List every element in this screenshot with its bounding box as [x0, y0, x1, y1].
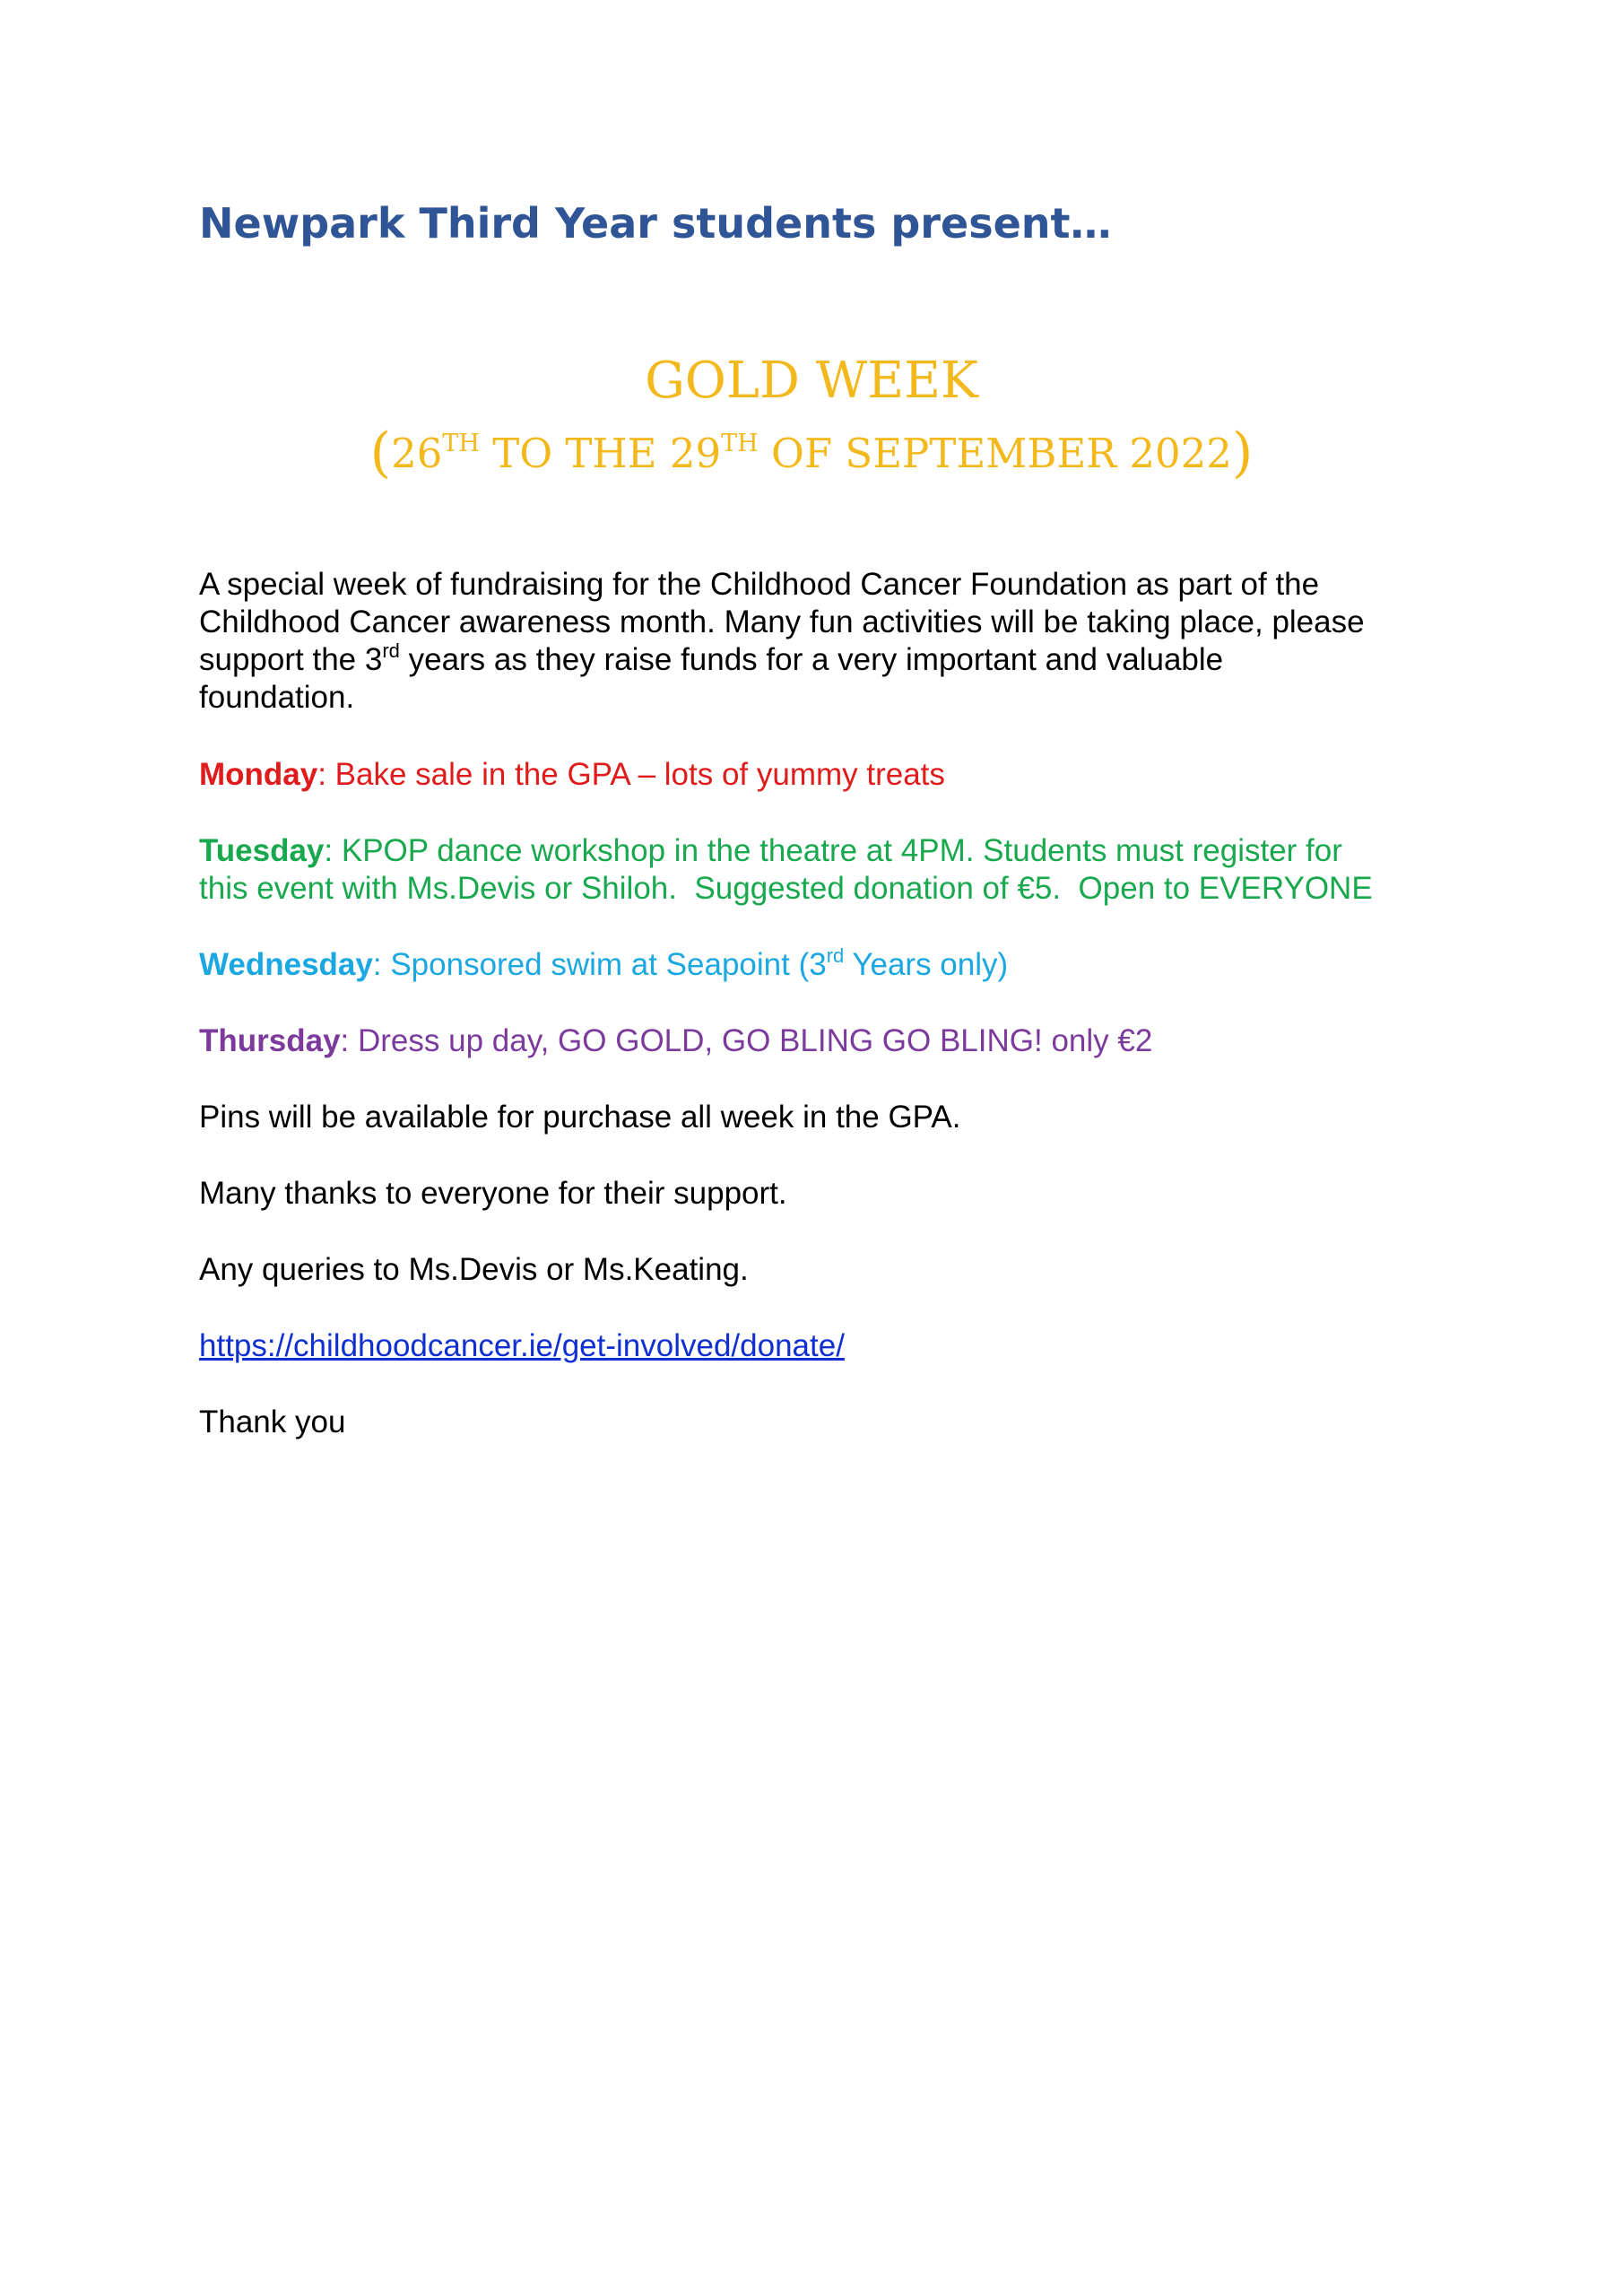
date-ordinal-2: TH	[721, 430, 759, 457]
monday-entry	[199, 756, 1454, 794]
thursday-label: Thursday	[199, 1023, 341, 1058]
queries-note: Any queries to Ms.Devis or Ms.Keating.	[199, 1252, 749, 1287]
thanks-note: Many thanks to everyone for their support.	[199, 1176, 787, 1211]
tuesday-line-2: this event with Ms.Devis or Shiloh. Suggested donation of €5. Open to EVERYONE	[199, 871, 1373, 906]
date-part-1: 26	[391, 430, 443, 477]
intro-line-1: A special week of fundraising for the Childhood Cancer Foundation as part of the	[199, 567, 1320, 602]
date-ordinal-1: TH	[442, 430, 480, 457]
tuesday-entry	[199, 832, 1454, 908]
wednesday-entry	[199, 946, 1454, 984]
thursday-text: : Dress up day, GO GOLD, GO BLING GO BLING! only €2	[340, 1023, 1153, 1058]
date-part-3: OF SEPTEMBER 2022	[758, 430, 1232, 477]
intro-line-3	[199, 641, 1454, 679]
date-open-paren: (	[369, 422, 392, 484]
donate-link-line	[199, 1327, 1454, 1365]
tuesday-line-1	[199, 832, 1454, 870]
pins-note: Pins will be available for purchase all week in the GPA.	[199, 1100, 961, 1135]
intro-line-4: foundation.	[199, 680, 355, 715]
page-heading: Newpark Third Year students present…	[199, 199, 1112, 248]
wednesday-text-start: : Sponsored swim at Seapoint (3	[372, 947, 827, 982]
tuesday-text-1: : KPOP dance workshop in the theatre at 4PM. Students must register for	[324, 833, 1342, 868]
monday-label: Monday	[199, 757, 318, 792]
monday-text: : Bake sale in the GPA – lots of yummy treats	[317, 757, 945, 792]
date-close-paren: )	[1231, 422, 1254, 484]
wednesday-text-end: Years only)	[844, 947, 1009, 982]
wednesday-ordinal: rd	[826, 944, 845, 967]
event-title: GOLD WEEK	[645, 352, 978, 410]
thank-you-note: Thank you	[199, 1405, 346, 1439]
intro-line-2: Childhood Cancer awareness month. Many fun activities will be taking place, please	[199, 604, 1365, 639]
intro-paragraph	[199, 566, 1454, 717]
wednesday-label: Wednesday	[199, 947, 373, 982]
event-date-range	[0, 422, 1623, 484]
date-part-2: TO THE 29	[479, 430, 722, 477]
intro-ordinal: rd	[382, 639, 400, 662]
thursday-entry	[199, 1022, 1454, 1060]
donate-link[interactable]: https://childhoodcancer.ie/get-involved/donate/	[199, 1328, 845, 1363]
intro-line-3-start: support the 3	[199, 642, 383, 677]
intro-line-3-end: years as they raise funds for a very important and valuable	[399, 642, 1224, 677]
tuesday-label: Tuesday	[199, 833, 325, 868]
